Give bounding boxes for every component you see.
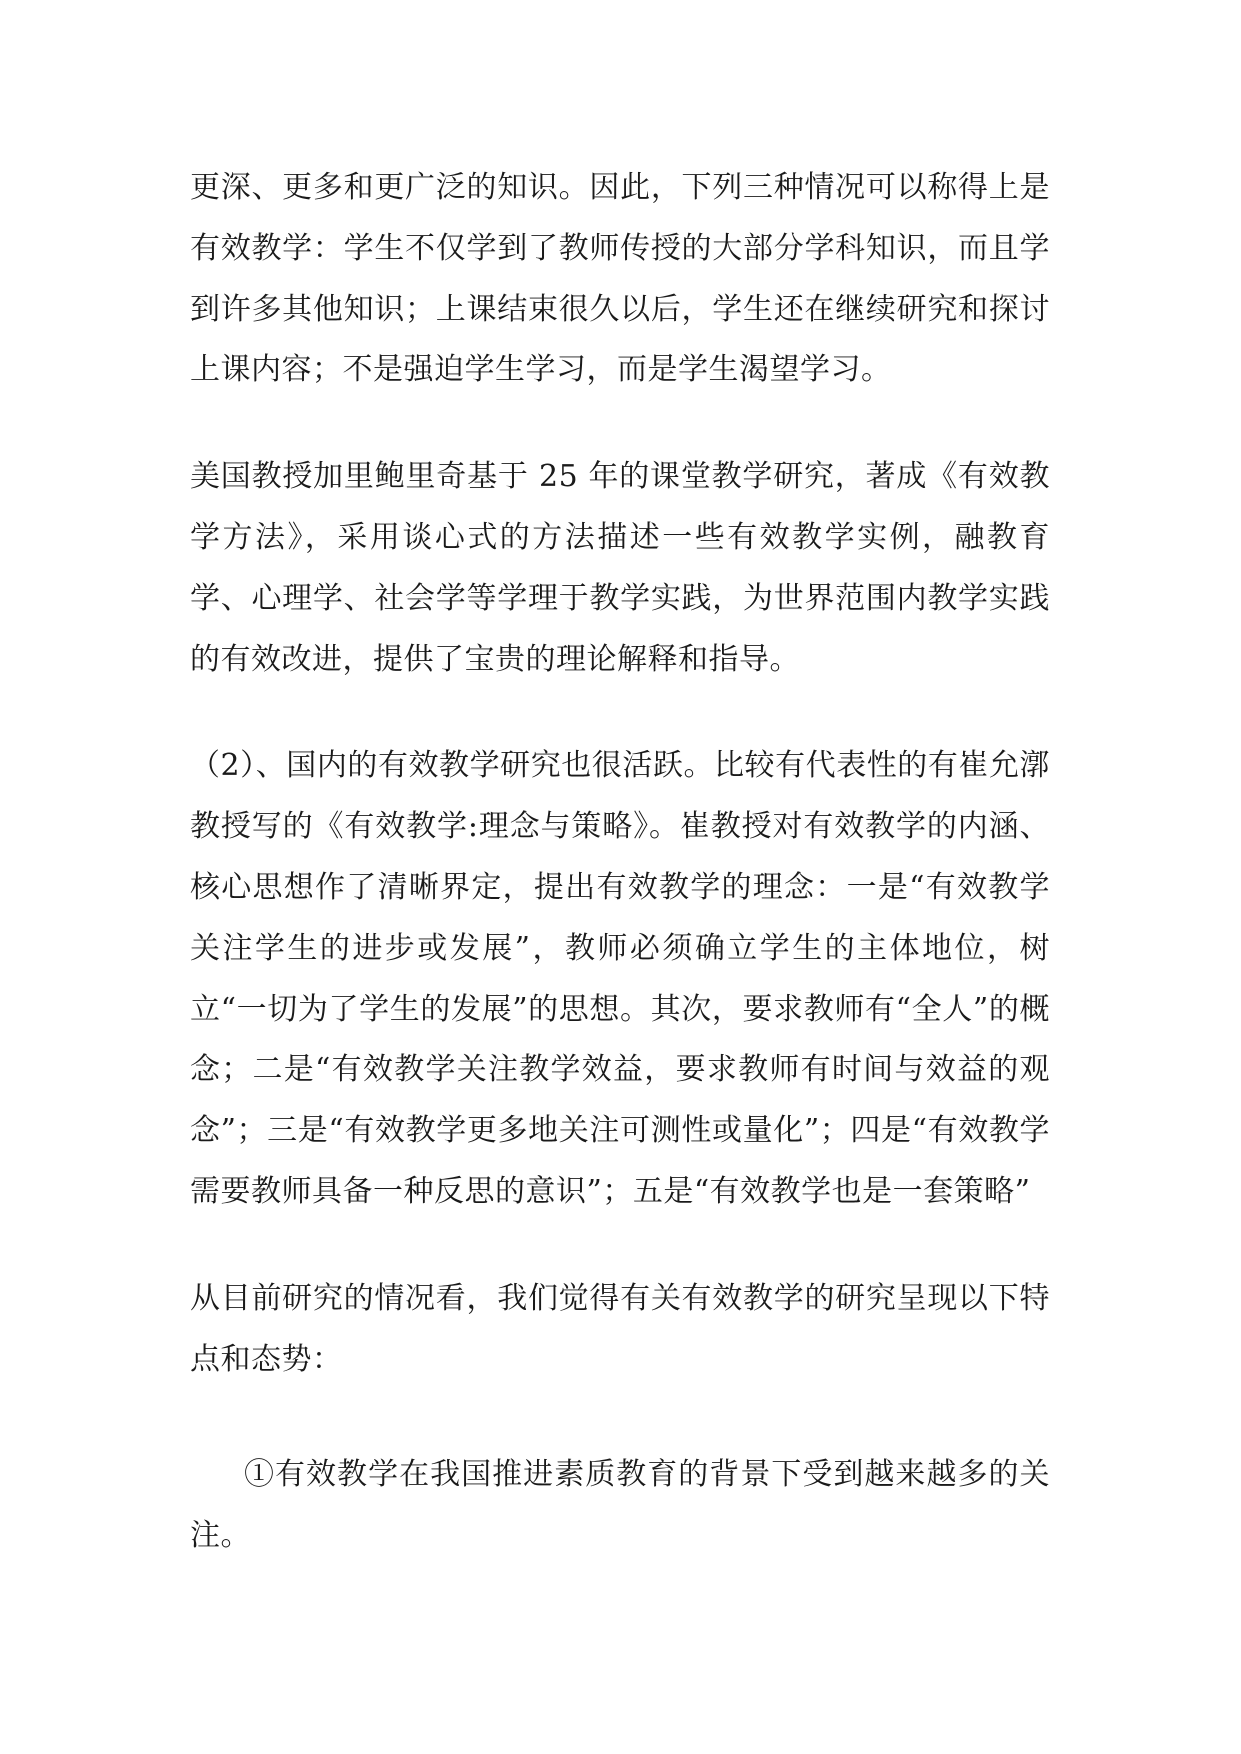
paragraph-trend-item-1: ①有效教学在我国推进素质教育的背景下受到越来越多的关注。	[190, 1457, 1050, 1554]
paragraph-domestic-research: （2）、国内的有效教学研究也很活跃。比较有代表性的有崔允漷教授写的《有效教学:理念与策略》。崔教授对有效教学的内涵、核心思想作了清晰界定，提出有效教学的理念：一是“有效教学关注学生的进步或发展”，教师必须确立学生的主体地位，树立“一切为了学生的发展”的思想。其次，要求教师有“全人”的概念；二是“有效教学关注教学效益，要求教师有时间与效益的观念”；三是“有效教学更多地关注可测性或量化”；四是“有效教学需要教师具备一种反思的意识”；五是“有效教学也是一套策略”	[190, 748, 1050, 1209]
paragraph-borich-research: 美国教授加里鲍里奇基于 25 年的课堂教学研究，著成《有效教学方法》，采用谈心式的方法描述一些有效教学实例，融教育学、心理学、社会学等学理于教学实践，为世界范围内教学实践的有效改进，提供了宝贵的理论解释和指导。	[190, 459, 1050, 677]
document-body	[190, 158, 1050, 1567]
paragraph-effective-teaching-cases: 更深、更多和更广泛的知识。因此，下列三种情况可以称得上是有效教学：学生不仅学到了教师传授的大部分学科知识，而且学到许多其他知识；上课结束很久以后，学生还在继续研究和探讨上课内容；不是强迫学生学习，而是学生渴望学习。	[190, 170, 1050, 388]
paragraph-research-trends: 从目前研究的情况看，我们觉得有关有效教学的研究呈现以下特点和态势：	[190, 1280, 1050, 1377]
